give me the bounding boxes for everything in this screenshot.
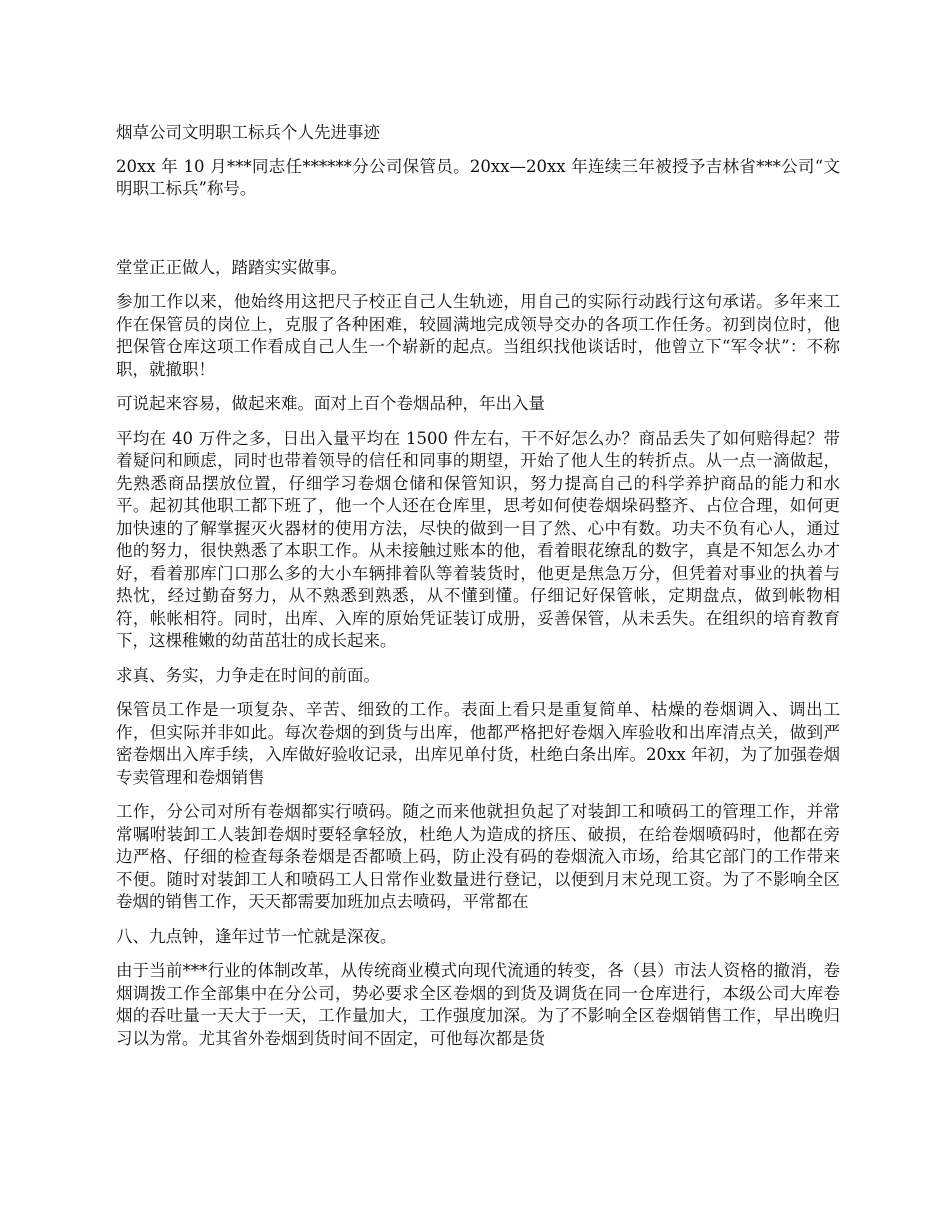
paragraph: 可说起来容易，做起来难。面对上百个卷烟品种，年出入量 [116,394,545,413]
paragraph: 保管员工作是一项复杂、辛苦、细致的工作。表面上看只是重复简单、枯燥的卷烟调入、调出工作，但实际并非如此。每次卷烟的到货与出库，他都严格把好卷烟入库验收和出库清点关，做到严密卷烟出入库手续，入库做好验收记录，出库见单付货，杜绝白条出库。20xx 年初，为了加强卷烟专卖管理和卷烟销售 [116,700,840,787]
paragraph: 工作，分公司对所有卷烟都实行喷码。随之而来他就担负起了对装卸工和喷码工的管理工作，并常常嘱咐装卸工人装卸卷烟时要轻拿轻放，杜绝人为造成的挤压、破损，在给卷烟喷码时，他都在旁边严格、仔细的检查每条卷烟是否都喷上码，防止没有码的卷烟流入市场，给其它部门的工作带来不便。随时对装卸工人和喷码工人日常作业数量进行登记，以便到月末兑现工资。为了不影响全区卷烟的销售工作，天天都需要加班加点去喷码，平常都在 [116,802,840,911]
paragraph-intro: 20xx 年 10 月***同志任******分公司保管员。20xx—20xx 年连续三年被授予吉林省***公司“文明职工标兵”称号。 [116,156,840,198]
paragraph: 参加工作以来，他始终用这把尺子校正自己人生轨迹，用自己的实际行动践行这句承诺。多年来工作在保管员的岗位上，克服了各种困难，较圆满地完成领导交办的各项工作任务。初到岗位时，他把保管仓库这项工作看成自己人生一个崭新的起点。当组织找他谈话时，他曾立下“军令状”：不称职，就撤职！ [116,292,840,379]
paragraph: 由于当前***行业的体制改革，从传统商业模式向现代流通的转变，各（县）市法人资格的撤消，卷烟调拨工作全部集中在分公司，势必要求全区卷烟的到货及调货在同一仓库进行，本级公司大库卷烟的吞吐量一天大于一天，工作量加大，工作强度加深。为了不影响全区卷烟销售工作，早出晚归习以为常。尤其省外卷烟到货时间不固定，可他每次都是货 [116,961,840,1048]
section-heading-1: 堂堂正正做人，踏踏实实做事。 [116,257,347,277]
document-page [116,122,840,1062]
paragraph: 平均在 40 万件之多，日出入量平均在 1500 件左右，干不好怎么办？商品丢失了如何赔得起？带着疑问和顾虑，同时也带着领导的信任和同事的期望，开始了他人生的转折点。从一点一滴做起，先熟悉商品摆放位置，仔细学习卷烟仓储和保管知识，努力提高自己的科学养护商品的能力和水平。起初其他职工都下班了，他一个人还在仓库里，思考如何使卷烟垛码整齐、占位合理，如何更加快速的了解掌握灭火器材的使用方法，尽快的做到一目了然、心中有数。功夫不负有心人，通过他的努力，很快熟悉了本职工作。从未接触过账本的他，看着眼花缭乱的数字，真是不知怎么办才好，看着那库门口那么多的大小车辆排着队等着装货时，他更是焦急万分，但凭着对事业的执着与热忱，经过勤奋努力，从不熟悉到熟悉，从不懂到懂。仔细记好保管帐，定期盘点，做到帐物相符，帐帐相符。同时，出库、入库的原始凭证装订成册，妥善保管，从未丢失。在组织的培育教育下，这棵稚嫩的幼苗茁壮的成长起来。 [116,428,840,650]
paragraph: 八、九点钟，逢年过节一忙就是深夜。 [116,926,397,946]
section-heading-2: 求真、务实，力争走在时间的前面。 [116,665,380,685]
document-title: 烟草公司文明职工标兵个人先进事迹 [116,123,380,142]
